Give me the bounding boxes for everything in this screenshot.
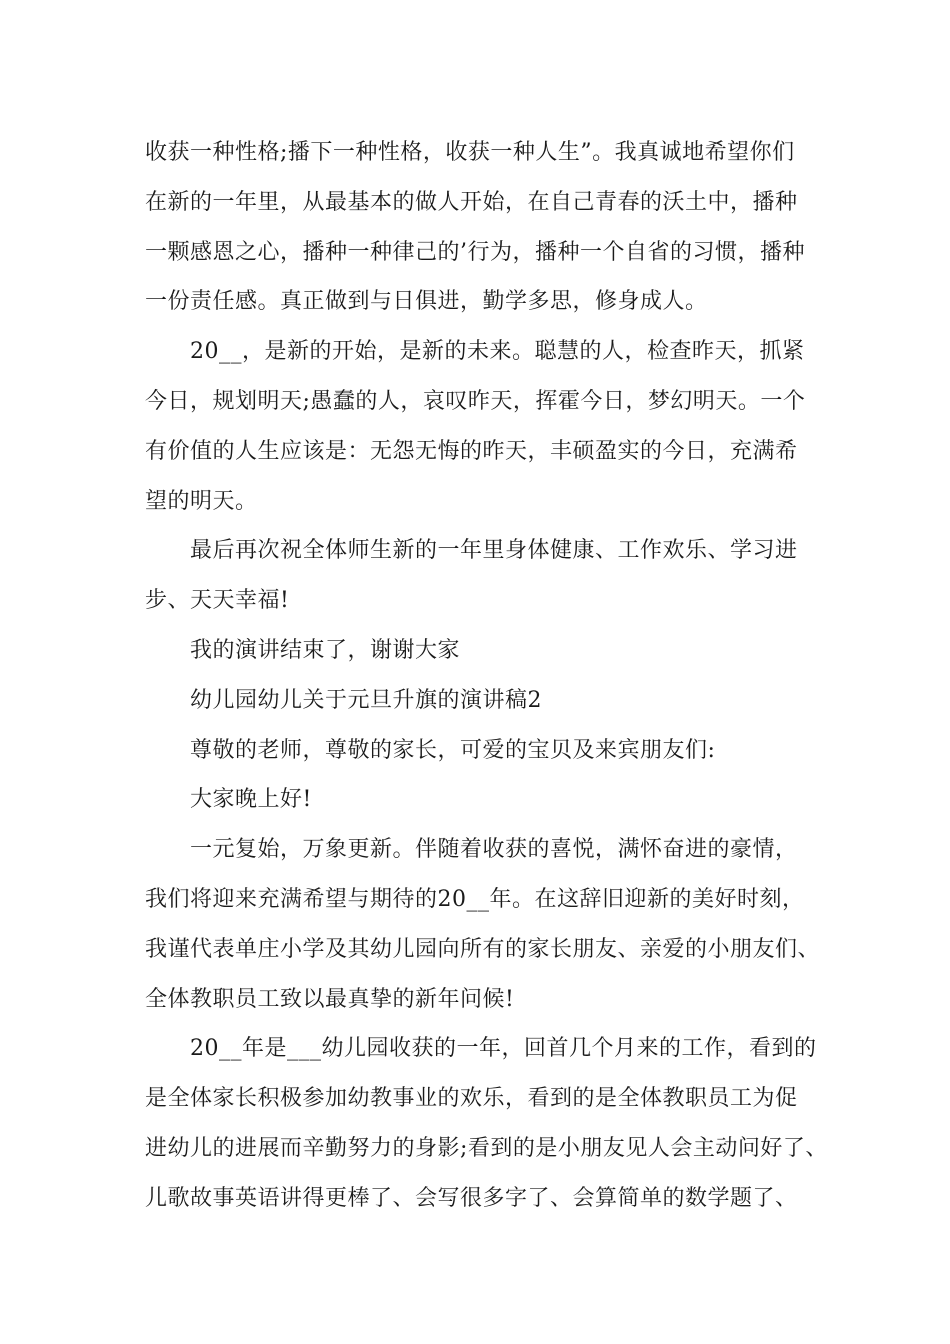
text-line: 一颗感恩之心，播种一种律己的’行为，播种一个自省的习惯，播种: [145, 239, 805, 265]
text-line: 我们将迎来充满希望与期待的20__年。在这辞旧迎新的美好时刻，: [145, 886, 805, 912]
text-line: 最后再次祝全体师生新的一年里身体健康、工作欢乐、学习进: [190, 538, 798, 564]
text-line: 大家晚上好!: [190, 787, 312, 813]
text-line: 在新的一年里，从最基本的做人开始，在自己青春的沃土中，播种: [145, 189, 798, 215]
text-line: 20__年是___幼儿园收获的一年，回首几个月来的工作，看到的: [190, 1036, 817, 1062]
document-body: [145, 128, 835, 1224]
text-line: 一元复始，万象更新。伴随着收获的喜悦，满怀奋进的豪情，: [190, 837, 798, 863]
text-line: 今日，规划明天;愚蠢的人，哀叹昨天，挥霍今日，梦幻明天。一个: [145, 388, 806, 414]
text-line: 儿歌故事英语讲得更棒了、会写很多字了、会算简单的数学题了、: [145, 1185, 798, 1211]
text-line: 尊敬的老师，尊敬的家长，可爱的宝贝及来宾朋友们:: [190, 737, 716, 763]
text-line: 20__，是新的开始，是新的未来。聪慧的人，检查昨天，抓紧: [190, 339, 805, 365]
text-line: 全体教职员工致以最真挚的新年问候!: [145, 986, 515, 1012]
text-line: 一份责任感。真正做到与日俱进，勤学多思，修身成人。: [145, 289, 708, 315]
text-line: 进幼儿的进展而辛勤努力的身影;看到的是小朋友见人会主动问好了、: [145, 1135, 828, 1161]
text-line: 步、天天幸福!: [145, 588, 290, 614]
text-line: 我的演讲结束了，谢谢大家: [190, 637, 461, 663]
text-line: 望的明天。: [145, 488, 258, 514]
text-line: 我谨代表单庄小学及其幼儿园向所有的家长朋友、亲爱的小朋友们、: [145, 936, 821, 962]
text-line: 收获一种性格;播下一种性格，收获一种人生”。我真诚地希望你们: [145, 140, 795, 165]
text-line: 有价值的人生应该是：无怨无悔的昨天，丰硕盈实的今日，充满希: [145, 438, 798, 464]
text-line: 幼儿园幼儿关于元旦升旗的演讲稿2: [190, 687, 542, 713]
text-line: 是全体家长积极参加幼教事业的欢乐，看到的是全体教职员工为促: [145, 1086, 798, 1112]
